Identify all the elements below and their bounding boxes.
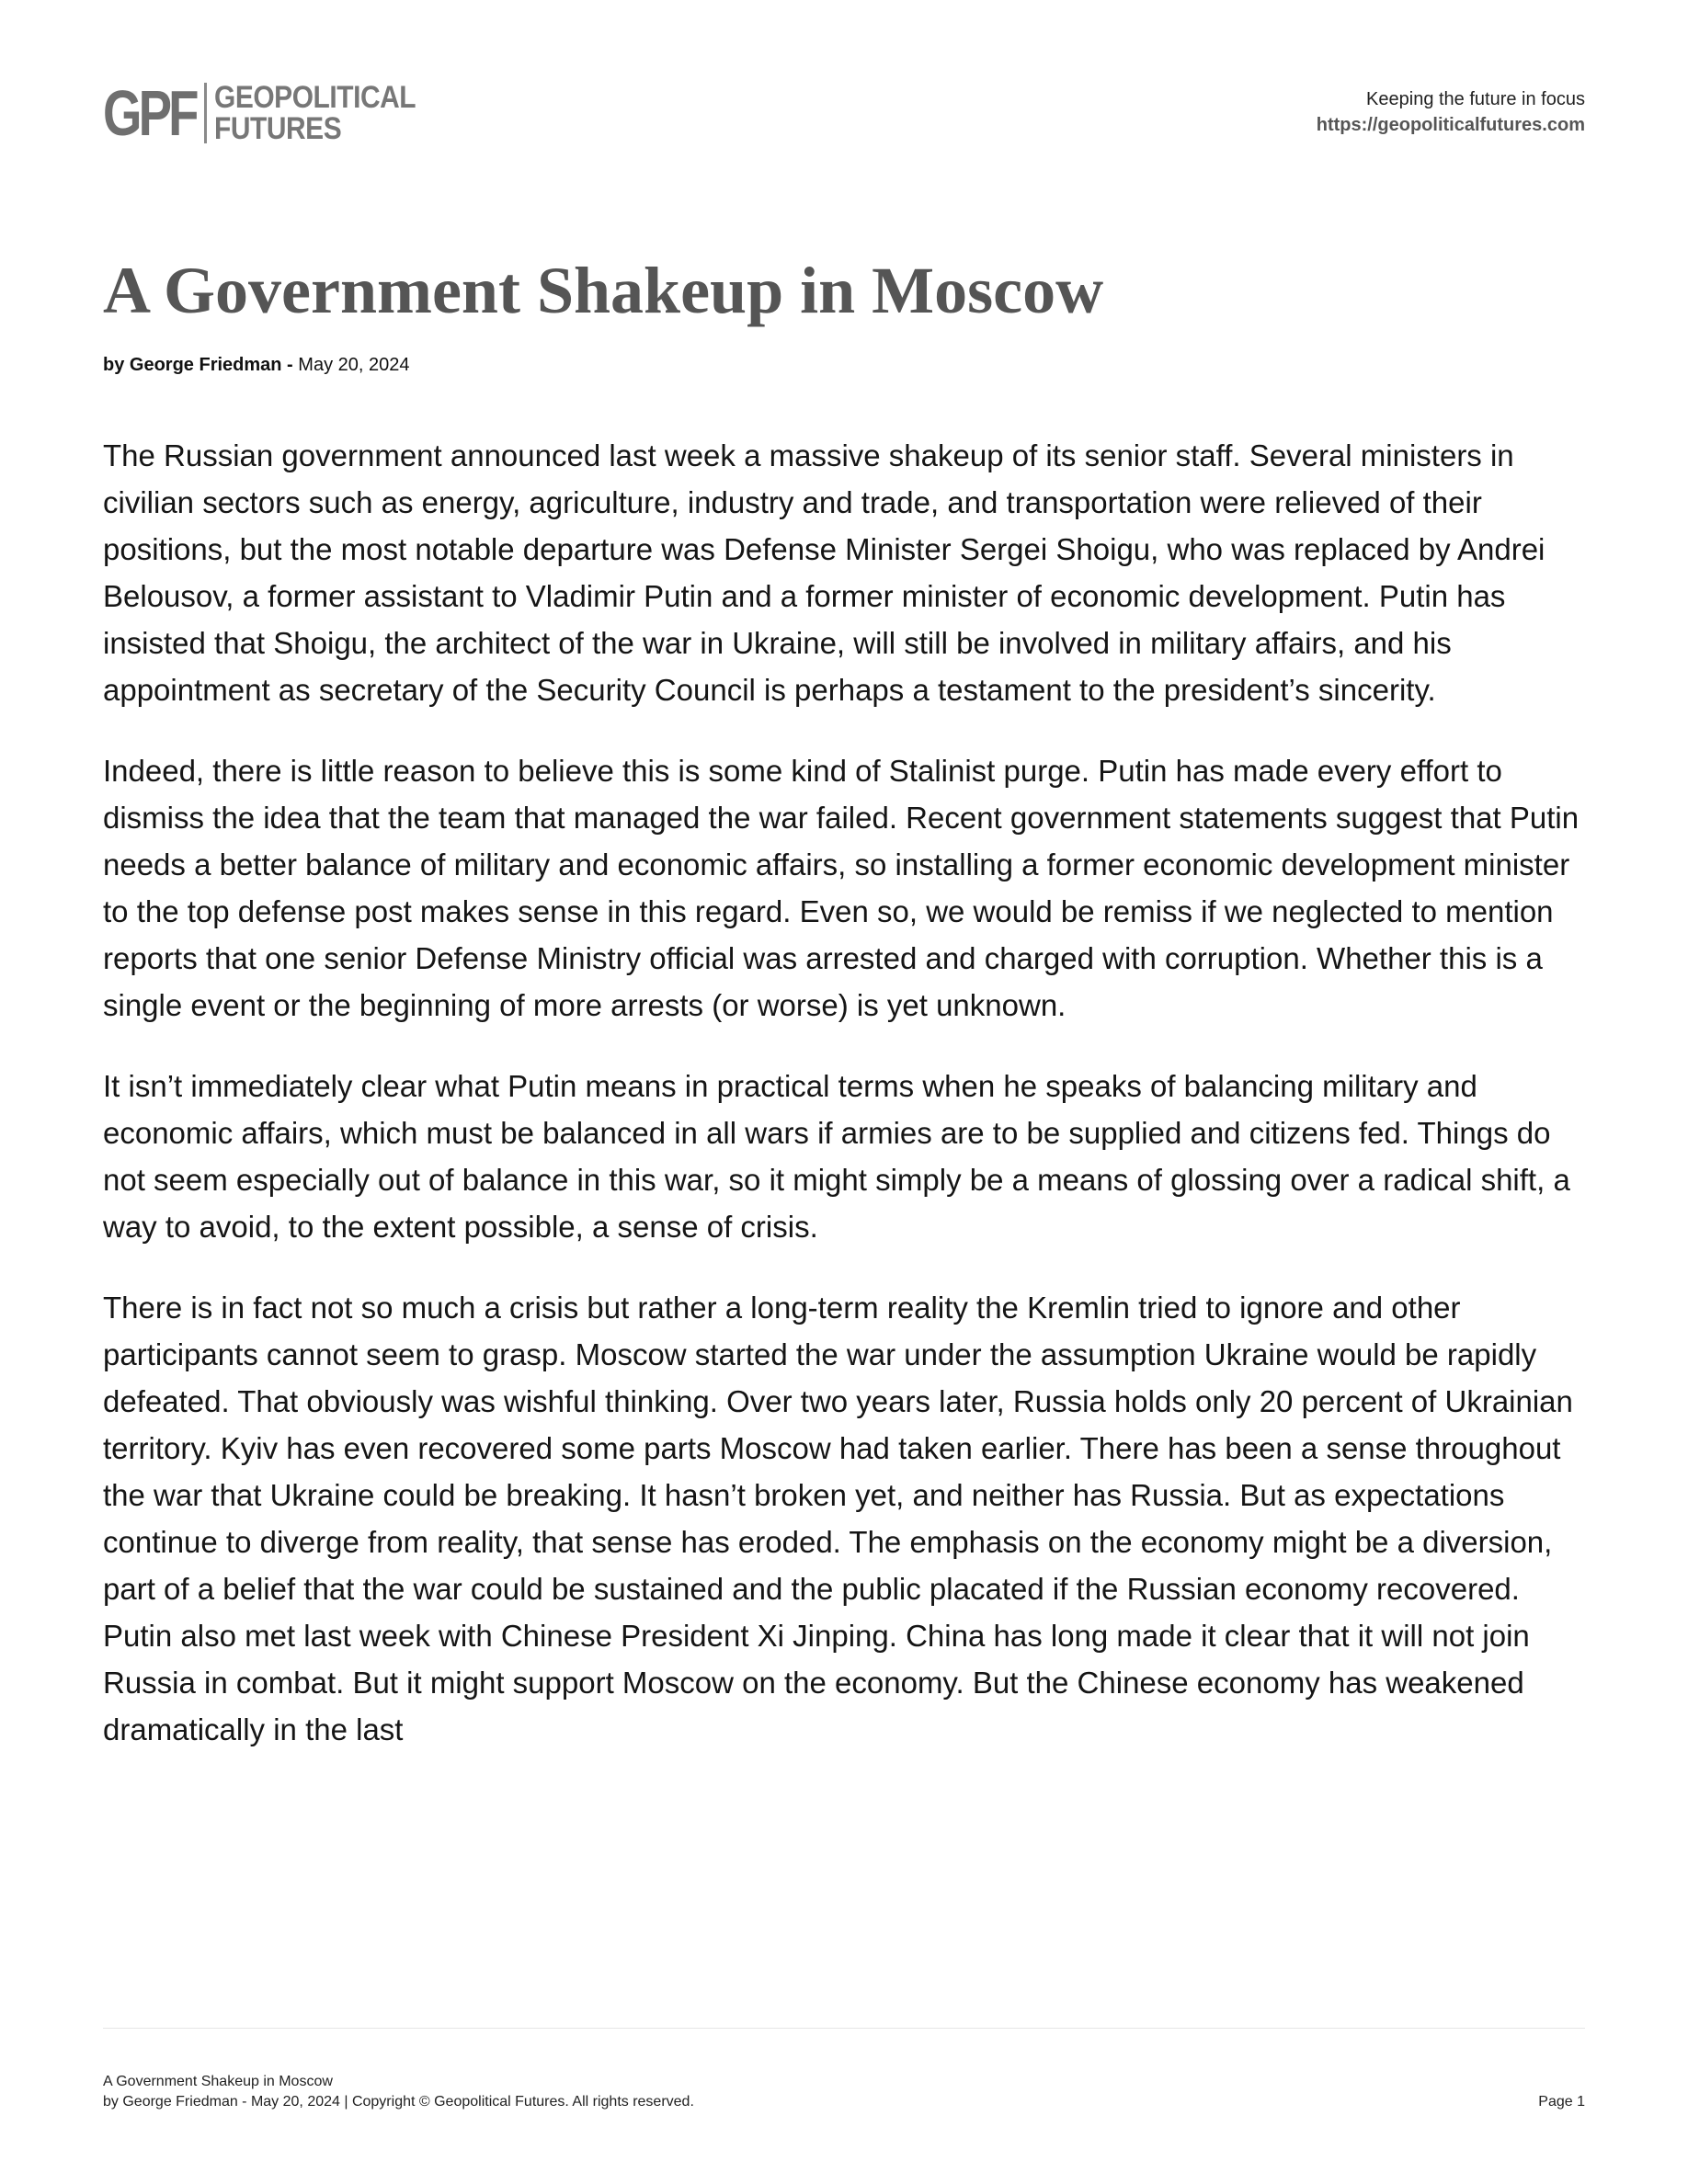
tagline: Keeping the future in focus xyxy=(1366,89,1585,109)
site-url-link[interactable]: https://geopoliticalfutures.com xyxy=(1316,115,1585,135)
page-header xyxy=(103,79,1585,153)
byline xyxy=(103,352,409,378)
article-body xyxy=(103,432,1592,1787)
header-tagline-block xyxy=(1317,86,1585,138)
paragraph-2: Indeed, there is little reason to believe this is some kind of Stalinist purge. Putin has made every effort to dismiss the idea that the team that managed the war failed. Recent government statements suggest that Putin needs a better balance of military and economic affairs, so installing a former economic development minister to the top defense post makes sense in this regard. Even so, we would be remiss if we neglected to mention reports that one senior Defense Ministry official was arrested and charged with corruption. Whether this is a single event or the beginning of more arrests (or worse) is yet unknown. xyxy=(103,754,1580,1022)
footer-divider xyxy=(103,2028,1585,2029)
author: by George Friedman - xyxy=(103,355,293,375)
gpf-logo xyxy=(103,79,443,147)
page-number: Page 1 xyxy=(1538,2094,1585,2110)
footer-title: A Government Shakeup in Moscow xyxy=(103,2074,333,2089)
logo-mark: GPF xyxy=(103,77,196,149)
logo-wordmark xyxy=(214,82,416,144)
paragraph-4: There is in fact not so much a crisis but rather a long-term reality the Kremlin tried to ignore and other participants cannot seem to grasp. Moscow started the war under the assumption Ukraine would be rapidly defeated. That obviously was wishful thinking. Over two years later, Russia holds only 20 percent of Ukrainian territory. Kyiv has even recovered some parts Moscow had taken earlier. There has been a sense throughout the war that Ukraine could be breaking. It hasn’t broken yet, and neither has Russia. But as expectations continue to diverge from reality, that sense has eroded. The emphasis on the economy might be a diversion, part of a belief that the war could be sustained and the public placated if the Russian economy recovered. Putin also met last week with Chinese President Xi Jinping. China has long made it clear that it will not join Russia in combat. But it might support Moscow on the economy. But the Chinese economy has weakened dramatically in the last xyxy=(103,1291,1573,1746)
logo-line-geopolitical: GEOPOLITICAL xyxy=(214,80,416,115)
page-footer xyxy=(103,2072,1585,2112)
paragraph-1: The Russian government announced last week a massive shakeup of its senior staff. Several ministers in civilian sectors such as energy, agriculture, industry and trade, and transportation were relieved of their positions, but the most notable departure was Defense Minister Sergei Shoigu, who was replaced by Andrei Belousov, a former assistant to Vladimir Putin and a former minister of economic development. Putin has insisted that Shoigu, the architect of the war in Ukraine, will still be involved in military affairs, and his appointment as secretary of the Security Council is perhaps a testament to the president’s sincerity. xyxy=(103,438,1545,707)
paragraph-3: It isn’t immediately clear what Putin means in practical terms when he speaks of balancing military and economic affairs, which must be balanced in all wars if armies are to be supplied and citizens fed. Things do not seem especially out of balance in this war, so it might simply be a means of glossing over a radical shift, a way to avoid, to the extent possible, a sense of crisis. xyxy=(103,1069,1570,1244)
footer-byline: by George Friedman - May 20, 2024 | Copyright © Geopolitical Futures. All rights reserved. xyxy=(103,2094,694,2110)
article-title: A Government Shakeup in Moscow xyxy=(103,254,1104,327)
publish-date: May 20, 2024 xyxy=(298,355,410,375)
logo-divider xyxy=(204,83,207,143)
logo-line-futures: FUTURES xyxy=(214,111,342,146)
